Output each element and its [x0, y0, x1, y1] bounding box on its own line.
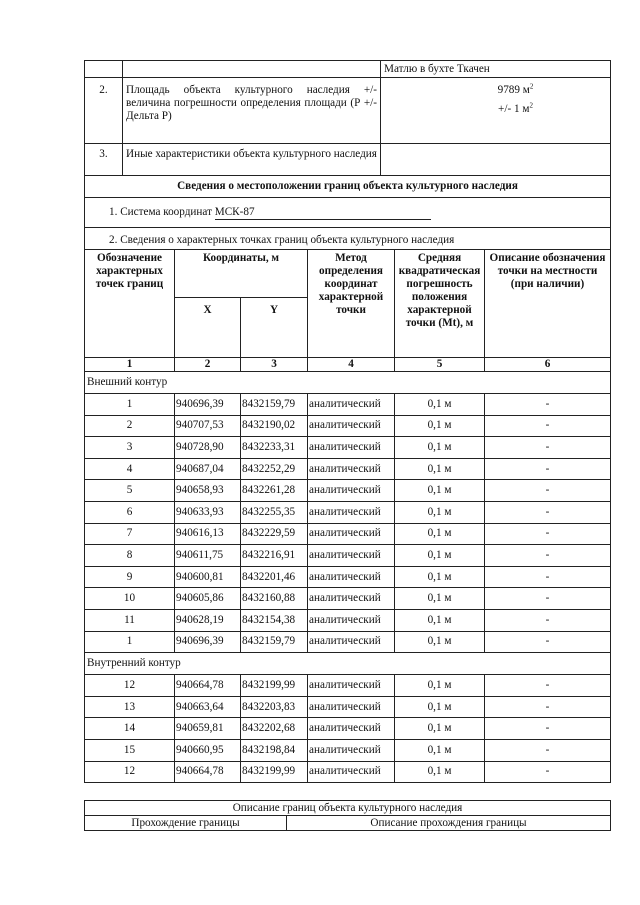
- point-number: 12: [85, 675, 175, 697]
- table-row: [85, 415, 611, 437]
- method: аналитический: [308, 501, 395, 523]
- table-row: [85, 501, 611, 523]
- method: аналитический: [308, 588, 395, 610]
- point-number: 11: [85, 609, 175, 631]
- point-number: 15: [85, 739, 175, 761]
- col-method: Метод определения координат характерной точки: [308, 250, 395, 358]
- col-number: 2: [175, 358, 241, 372]
- coord-system-row: [85, 198, 611, 228]
- method: аналитический: [308, 696, 395, 718]
- table-row: [85, 675, 611, 697]
- coord-y: 8432154,38: [241, 609, 308, 631]
- table-row: [85, 394, 611, 416]
- coord-y: 8432199,99: [241, 675, 308, 697]
- coord-x: 940664,78: [175, 761, 241, 783]
- description: -: [485, 545, 611, 567]
- description: -: [485, 394, 611, 416]
- accuracy: 0,1 м: [395, 761, 485, 783]
- boundary-description-table: [84, 800, 611, 831]
- description: -: [485, 480, 611, 502]
- method: аналитический: [308, 545, 395, 567]
- table-row: [85, 566, 611, 588]
- area-label: Площадь объекта культурного наследия +/- величина погрешности определения площади (Р +/- Дельта Р): [123, 78, 381, 144]
- accuracy: 0,1 м: [395, 609, 485, 631]
- object-location-cell: Матлю в бухте Ткачен: [381, 61, 611, 78]
- coord-x: 940728,90: [175, 437, 241, 459]
- boundary-description-title: Описание границ объекта культурного наследия: [85, 801, 611, 816]
- coord-y: 8432159,79: [241, 394, 308, 416]
- point-number: 4: [85, 458, 175, 480]
- coord-x: 940616,13: [175, 523, 241, 545]
- accuracy: 0,1 м: [395, 566, 485, 588]
- description: -: [485, 523, 611, 545]
- col-boundary-passage: Прохождение границы: [85, 816, 287, 831]
- col-number: 3: [241, 358, 308, 372]
- table-row: [85, 480, 611, 502]
- coord-x: 940687,04: [175, 458, 241, 480]
- method: аналитический: [308, 480, 395, 502]
- method: аналитический: [308, 415, 395, 437]
- method: аналитический: [308, 761, 395, 783]
- coord-y: 8432216,91: [241, 545, 308, 567]
- method: аналитический: [308, 437, 395, 459]
- area-error-exponent: 2: [529, 101, 533, 110]
- points-title: 2. Сведения о характерных точках границ объекта культурного наследия: [85, 228, 611, 250]
- description: -: [485, 675, 611, 697]
- point-number: 1: [85, 394, 175, 416]
- contour-label: Внешний контур: [85, 372, 611, 394]
- method: аналитический: [308, 631, 395, 653]
- contour-label-row: [85, 653, 611, 675]
- document-page: [84, 60, 610, 783]
- row-number: 3.: [85, 144, 123, 176]
- description: -: [485, 458, 611, 480]
- accuracy: 0,1 м: [395, 588, 485, 610]
- description: -: [485, 631, 611, 653]
- table-row: [85, 761, 611, 783]
- point-number: 10: [85, 588, 175, 610]
- method: аналитический: [308, 394, 395, 416]
- point-number: 5: [85, 480, 175, 502]
- description: -: [485, 739, 611, 761]
- coord-x: 940659,81: [175, 718, 241, 740]
- coord-y: 8432229,59: [241, 523, 308, 545]
- col-number: 1: [85, 358, 175, 372]
- point-number: 7: [85, 523, 175, 545]
- col-number: 6: [485, 358, 611, 372]
- area-value-cell: [381, 78, 611, 144]
- col-boundary-passage-desc: Описание прохождения границы: [287, 816, 611, 831]
- coord-x: 940600,81: [175, 566, 241, 588]
- coord-y: 8432160,88: [241, 588, 308, 610]
- table-row: [85, 458, 611, 480]
- col-description: Описание обозначения точки на местности (при наличии): [485, 250, 611, 358]
- coord-y: 8432159,79: [241, 631, 308, 653]
- accuracy: 0,1 м: [395, 675, 485, 697]
- table-row: [85, 739, 611, 761]
- coord-y: 8432201,46: [241, 566, 308, 588]
- point-number: 9: [85, 566, 175, 588]
- coord-y: 8432252,29: [241, 458, 308, 480]
- coord-x: 940658,93: [175, 480, 241, 502]
- point-number: 13: [85, 696, 175, 718]
- method: аналитический: [308, 675, 395, 697]
- accuracy: 0,1 м: [395, 480, 485, 502]
- area-unit-exponent: 2: [529, 82, 534, 91]
- accuracy: 0,1 м: [395, 394, 485, 416]
- point-number: 1: [85, 631, 175, 653]
- coord-x: 940663,64: [175, 696, 241, 718]
- coord-x: 940628,19: [175, 609, 241, 631]
- accuracy: 0,1 м: [395, 523, 485, 545]
- accuracy: 0,1 м: [395, 696, 485, 718]
- description: -: [485, 588, 611, 610]
- area-error: +/- 1 м: [498, 103, 530, 115]
- coord-x: 940707,53: [175, 415, 241, 437]
- area-value: 9789 м: [497, 84, 530, 96]
- table-row: [85, 718, 611, 740]
- description: -: [485, 415, 611, 437]
- description: -: [485, 761, 611, 783]
- accuracy: 0,1 м: [395, 415, 485, 437]
- table-row: [85, 609, 611, 631]
- point-number: 12: [85, 761, 175, 783]
- table-row: [85, 523, 611, 545]
- point-number: 8: [85, 545, 175, 567]
- col-accuracy: Средняя квадратическая погрешность положения характерной точки (Mt), м: [395, 250, 485, 358]
- other-characteristics-label: Иные характеристики объекта культурного наследия: [123, 144, 381, 176]
- method: аналитический: [308, 523, 395, 545]
- table-row: [85, 437, 611, 459]
- col-y: Y: [241, 298, 308, 358]
- table-row: [85, 588, 611, 610]
- table-row: [85, 545, 611, 567]
- contour-label-row: [85, 372, 611, 394]
- coord-y: 8432255,35: [241, 501, 308, 523]
- coord-x: 940696,39: [175, 631, 241, 653]
- accuracy: 0,1 м: [395, 739, 485, 761]
- coord-y: 8432202,68: [241, 718, 308, 740]
- coord-y: 8432233,31: [241, 437, 308, 459]
- table-row: [85, 696, 611, 718]
- accuracy: 0,1 м: [395, 437, 485, 459]
- coord-x: 940605,86: [175, 588, 241, 610]
- boundary-description: [84, 800, 610, 831]
- method: аналитический: [308, 566, 395, 588]
- points-table: [84, 249, 611, 783]
- section-title: Сведения о местоположении границ объекта культурного наследия: [85, 176, 611, 198]
- object-info-table: [84, 60, 611, 250]
- accuracy: 0,1 м: [395, 631, 485, 653]
- method: аналитический: [308, 609, 395, 631]
- accuracy: 0,1 м: [395, 545, 485, 567]
- description: -: [485, 609, 611, 631]
- col-coordinates: Координаты, м: [175, 250, 308, 298]
- method: аналитический: [308, 718, 395, 740]
- coord-y: 8432198,84: [241, 739, 308, 761]
- description: -: [485, 718, 611, 740]
- row-number: 2.: [85, 78, 123, 144]
- coord-x: 940664,78: [175, 675, 241, 697]
- coord-x: 940660,95: [175, 739, 241, 761]
- point-number: 14: [85, 718, 175, 740]
- contour-label: Внутренний контур: [85, 653, 611, 675]
- coord-y: 8432190,02: [241, 415, 308, 437]
- method: аналитический: [308, 458, 395, 480]
- coord-x: 940611,75: [175, 545, 241, 567]
- point-number: 2: [85, 415, 175, 437]
- coord-x: 940633,93: [175, 501, 241, 523]
- coord-y: 8432203,83: [241, 696, 308, 718]
- coord-y: 8432199,99: [241, 761, 308, 783]
- description: -: [485, 566, 611, 588]
- col-x: X: [175, 298, 241, 358]
- accuracy: 0,1 м: [395, 501, 485, 523]
- description: -: [485, 696, 611, 718]
- coord-x: 940696,39: [175, 394, 241, 416]
- description: -: [485, 437, 611, 459]
- coord-system-value: МСК-87: [214, 205, 255, 218]
- table-row: [85, 631, 611, 653]
- col-number: 4: [308, 358, 395, 372]
- method: аналитический: [308, 739, 395, 761]
- accuracy: 0,1 м: [395, 458, 485, 480]
- point-number: 3: [85, 437, 175, 459]
- coord-system-label: 1. Система координат: [109, 205, 212, 218]
- description: -: [485, 501, 611, 523]
- coord-y: 8432261,28: [241, 480, 308, 502]
- point-number: 6: [85, 501, 175, 523]
- accuracy: 0,1 м: [395, 718, 485, 740]
- col-number: 5: [395, 358, 485, 372]
- col-point-id: Обозначение характерных точек границ: [85, 250, 175, 358]
